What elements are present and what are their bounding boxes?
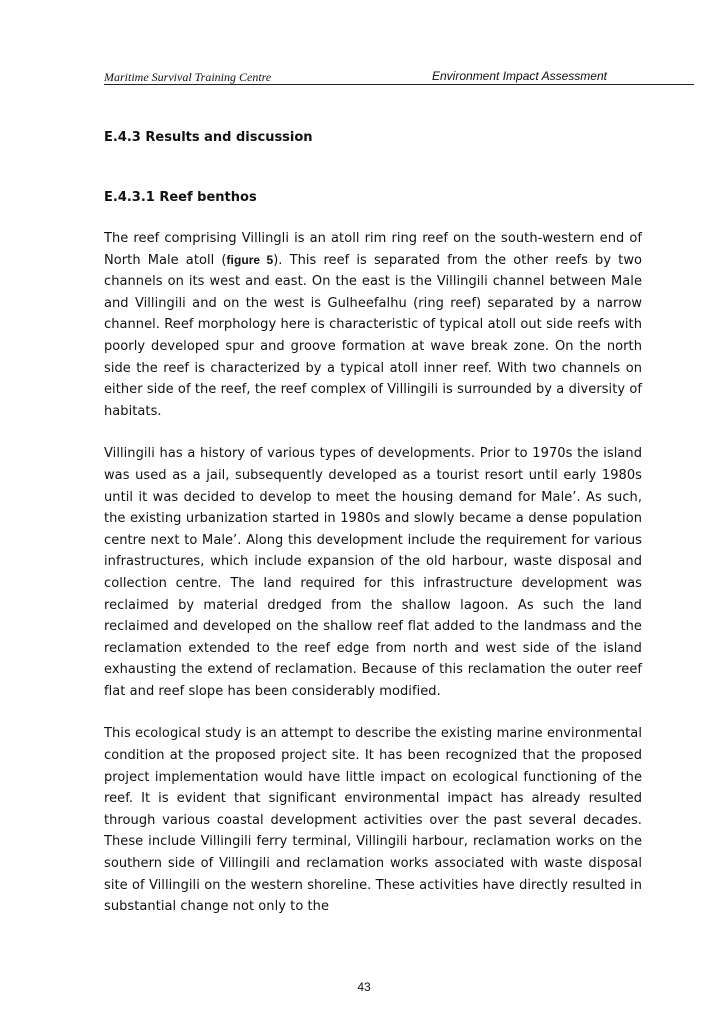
header-rule: [104, 84, 624, 85]
paragraph-development-history: Villingili has a history of various types of developments. Prior to 1970s the island was used as a jail, subsequently developed as a tourist resort until early 1980s until it was decided to develop to meet the housing demand for Male’. As such, the existing urbanization started in 1980s and slowly became a dense population centre next to Male’. Along this development include the requirement for various infrastructures, which include expansion of the old harbour, waste disposal and collection centre. The land required for this infrastructure development was reclaimed by material dredged from the shallow lagoon. As such the land reclaimed and developed on the shallow reef flat added to the landmass and the reclamation extended to the reef edge from north and west side of the island exhausting the extend of reclamation. Because of this reclamation the outer reef flat and reef slope has been considerably modified.: [104, 446, 642, 699]
page-header: [104, 66, 694, 86]
header-document-title: Environment Impact Assessment: [432, 69, 607, 83]
paragraph-text: The reef comprising Villingli is an atoll rim ring reef on the south-western end of North Male atoll (: [104, 231, 642, 268]
subsection-heading: E.4.3.1 Reef benthos: [104, 190, 257, 205]
paragraph-reef-description: [104, 228, 642, 422]
figure-reference-link[interactable]: figure 5: [226, 252, 274, 267]
header-rule-extension: [624, 84, 694, 85]
header-organization: Maritime Survival Training Centre: [104, 70, 272, 84]
page-number: 43: [357, 980, 371, 994]
page-body: [104, 128, 642, 939]
paragraph-text: ). This reef is separated from the other reefs by two channels on its west and east. On the east is the Villingili channel between Male and Villingili and on the west is Gulheefalhu (ring reef) separated by a narrow channel. Reef morphology here is characteristic of typical atoll out side reefs with poorly developed spur and groove formation at wave break zone. On the north side the reef is characterized by a typical atoll inner reef. With two channels on either side of the reef, the reef complex of Villingili is surrounded by a diversity of habitats.: [104, 252, 642, 419]
section-heading: E.4.3 Results and discussion: [104, 130, 313, 145]
paragraph-ecological-study: This ecological study is an attempt to describe the existing marine environmental condition at the proposed project site. It has been recognized that the proposed project implementation would have little impact on ecological functioning of the reef. It is evident that significant environmental impact has already resulted through various coastal development activities over the past several decades. These include Villingili ferry terminal, Villingili harbour, reclamation works on the southern side of Villingili and reclamation works associated with waste disposal site of Villingili on the western shoreline. These activities have directly resulted in substantial change not only to the: [104, 726, 642, 915]
